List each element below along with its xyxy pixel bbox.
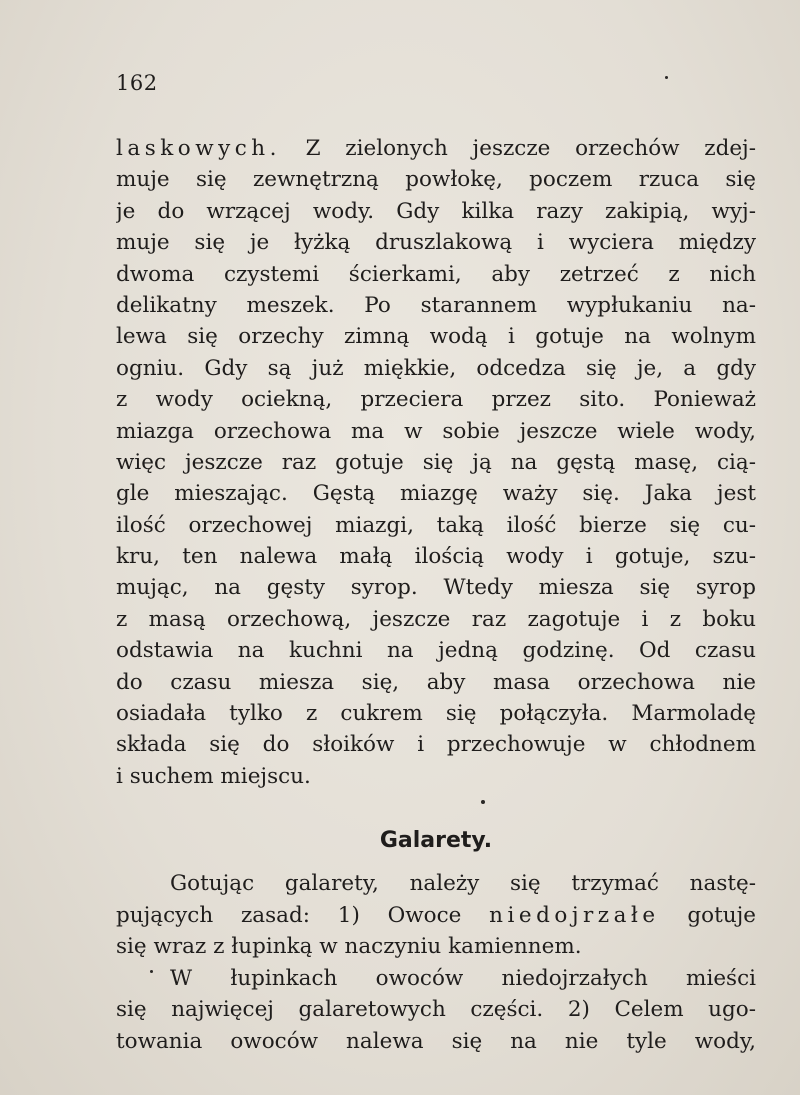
paragraph-line: muje się zewnętrzną powłokę, poczem rzuca się	[116, 167, 756, 193]
paragraph-line: mując, na gęsty syrop. Wtedy miesza się syrop	[116, 575, 756, 601]
paragraph-line: z masą orzechową, jeszcze raz zagotuje i z boku	[116, 606, 756, 632]
page-number: 162	[116, 71, 158, 95]
paragraph-line: do czasu miesza się, aby masa orzechowa nie	[116, 669, 756, 695]
paragraph-line: się wraz z łupinką w naczyniu kamiennem.	[116, 934, 582, 960]
paragraph-line: muje się je łyżką druszlakową i wyciera między	[116, 230, 756, 256]
line-text: pujących zasad: 1) Owoce	[116, 902, 490, 928]
paragraph-line: kru, ten nalewa małą ilością wody i gotuje, szu-	[116, 544, 756, 570]
paragraph-line: się najwięcej galaretowych części. 2) Celem ugo-	[116, 997, 756, 1023]
paragraph-line	[116, 133, 756, 164]
section-heading: Galarety.	[379, 828, 493, 853]
paragraph-line: i suchem miejscu.	[116, 763, 311, 789]
spaced-word: laskowych.	[116, 136, 281, 161]
paragraph-line: towania owoców nalewa się na nie tyle wody,	[116, 1028, 756, 1054]
line-text: gotuje	[659, 902, 756, 928]
paragraph-line: lewa się orzechy zimną wodą i gotuje na wolnym	[116, 324, 756, 350]
paragraph-line: W łupinkach owoców niedojrzałych mieści	[170, 965, 756, 991]
paper-speck	[481, 800, 485, 804]
paragraph-walnut-marmalade	[116, 133, 756, 792]
paper-speck	[665, 76, 668, 79]
paragraph-line: osiadała tylko z cukrem się połączyła. Marmoladę	[116, 701, 756, 727]
line-text: Z zielonych jeszcze orzechów zdej-	[280, 136, 756, 161]
paragraph-jelly-rules	[116, 868, 756, 1058]
paragraph-line: dwoma czystemi ścierkami, aby zetrzeć z nich	[116, 261, 756, 287]
paragraph-line: ilość orzechowej miazgi, taką ilość bierze się cu-	[116, 512, 756, 538]
paragraph-line	[116, 900, 756, 932]
paragraph-line: gle mieszając. Gęstą miazgę waży się. Jaka jest	[116, 481, 756, 507]
paragraph-line: ogniu. Gdy są już miękkie, odcedza się je, a gdy	[116, 355, 756, 381]
paper-speck	[150, 970, 153, 973]
paragraph-line: składa się do słoików i przechowuje w chłodnem	[116, 732, 756, 758]
paragraph-line: Gotując galarety, należy się trzymać nastę-	[170, 871, 756, 896]
paragraph-line: więc jeszcze raz gotuje się ją na gęstą masę, cią-	[116, 449, 756, 475]
paragraph-line: miazga orzechowa ma w sobie jeszcze wiele wody,	[116, 418, 756, 444]
spaced-word: niedojrzałe	[489, 902, 660, 928]
paragraph-line: odstawia na kuchni na jedną godzinę. Od czasu	[116, 638, 756, 664]
paragraph-line: je do wrzącej wody. Gdy kilka razy zakipią, wyj-	[116, 198, 756, 224]
paragraph-line: z wody ociekną, przeciera przez sito. Ponieważ	[116, 387, 756, 413]
paragraph-line: delikatny meszek. Po starannem wypłukaniu na-	[116, 292, 756, 318]
